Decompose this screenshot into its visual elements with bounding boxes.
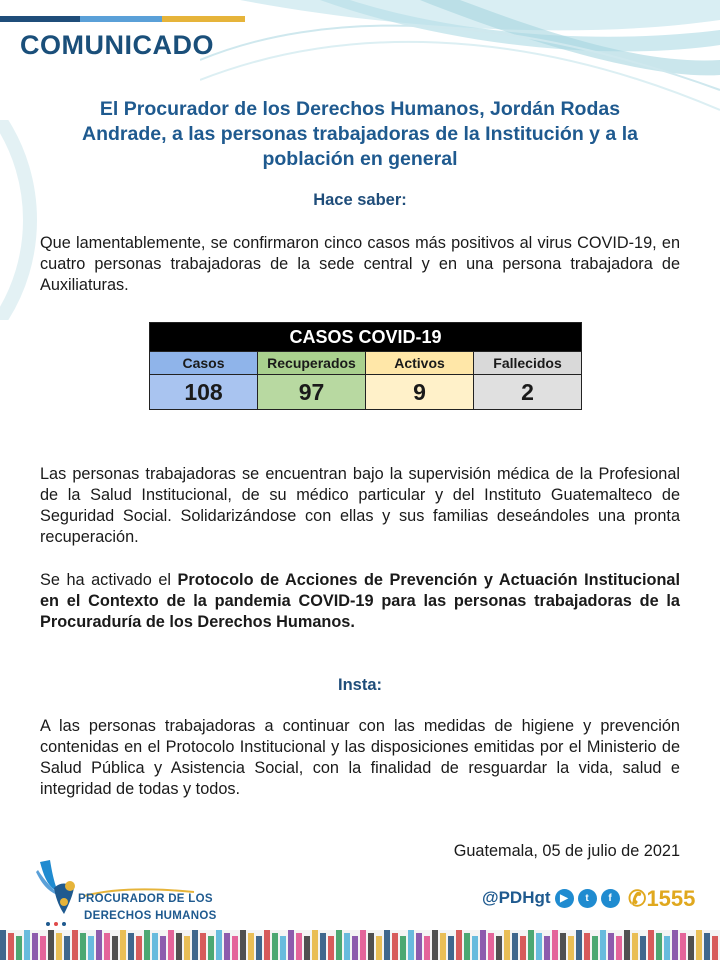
paragraph-supervision: Las personas trabajadoras se encuentran bajo la supervisión médica de la Profesional de la Salud Institucional, de su médico particular y del Instituto Guatemalteco de Seguridad Social. Solidarizándose con ellas y sus familias deseándoles una pronta recuperación. [40, 465, 680, 546]
covid-cases-table [149, 322, 582, 410]
value-recuperados: 97 [258, 375, 366, 410]
phone-label: 1555 [646, 886, 696, 911]
heading-line-3: población en general [262, 148, 458, 170]
facebook-icon[interactable]: f [601, 889, 620, 908]
phone-icon: ✆ [628, 886, 647, 911]
main-heading [40, 97, 680, 172]
value-fallecidos: 2 [474, 375, 582, 410]
heading-line-1: El Procurador de los Derechos Humanos, Jordán Rodas [99, 98, 621, 120]
paragraph-protocol [40, 570, 680, 633]
logo-text-line-2: DERECHOS HUMANOS [84, 910, 217, 922]
header-activos: Activos [366, 352, 474, 375]
date-line: Guatemala, 05 de julio de 2021 [453, 842, 680, 860]
header-fallecidos: Fallecidos [474, 352, 582, 375]
paragraph-measures: A las personas trabajadoras a continuar con las medidas de higiene y prevención contenidas en el Protocolo Institucional y las disposiciones emitidas por el Ministerio de Salud Pública y Asistencia Social, con la finalidad de resguardar la vida, salud e integridad de todas y todos. [40, 717, 680, 798]
heading-line-2: Andrade, a las personas trabajadoras de la Institución y a la [82, 123, 638, 145]
twitter-icon[interactable]: t [578, 889, 597, 908]
value-casos: 108 [150, 375, 258, 410]
youtube-icon[interactable]: ▶ [555, 889, 574, 908]
textile-strip [0, 930, 720, 960]
paragraph-cases-confirmed: Que lamentablemente, se confirmaron cinco casos más positivos al virus COVID-19, en cuatro personas trabajadoras de la sede central y en una persona trabajadora de Auxiliaturas. [40, 234, 680, 294]
insta-heading: Insta: [337, 676, 382, 694]
page-title: COMUNICADO [20, 30, 214, 60]
phone-number [628, 886, 695, 912]
top-bar-light [80, 16, 162, 22]
top-bar-dark [0, 16, 80, 22]
table-title: CASOS COVID-19 [150, 323, 582, 352]
protocol-prefix: Se ha activado el [40, 571, 178, 589]
social-handle[interactable]: @PDHgt [482, 888, 551, 907]
value-activos: 9 [366, 375, 474, 410]
social-links [482, 888, 620, 908]
hace-saber-heading: Hace saber: [313, 191, 407, 209]
header-recuperados: Recuperados [258, 352, 366, 375]
header-casos: Casos [150, 352, 258, 375]
logo-text-line-1: PROCURADOR DE LOS [78, 893, 213, 905]
protocol-bold: Protocolo de Acciones de Prevención y Actuación Institucional en el Contexto de la pandemia COVID-19 para las personas trabajadoras de la Procuraduría de los Derechos Humanos. [40, 571, 680, 631]
